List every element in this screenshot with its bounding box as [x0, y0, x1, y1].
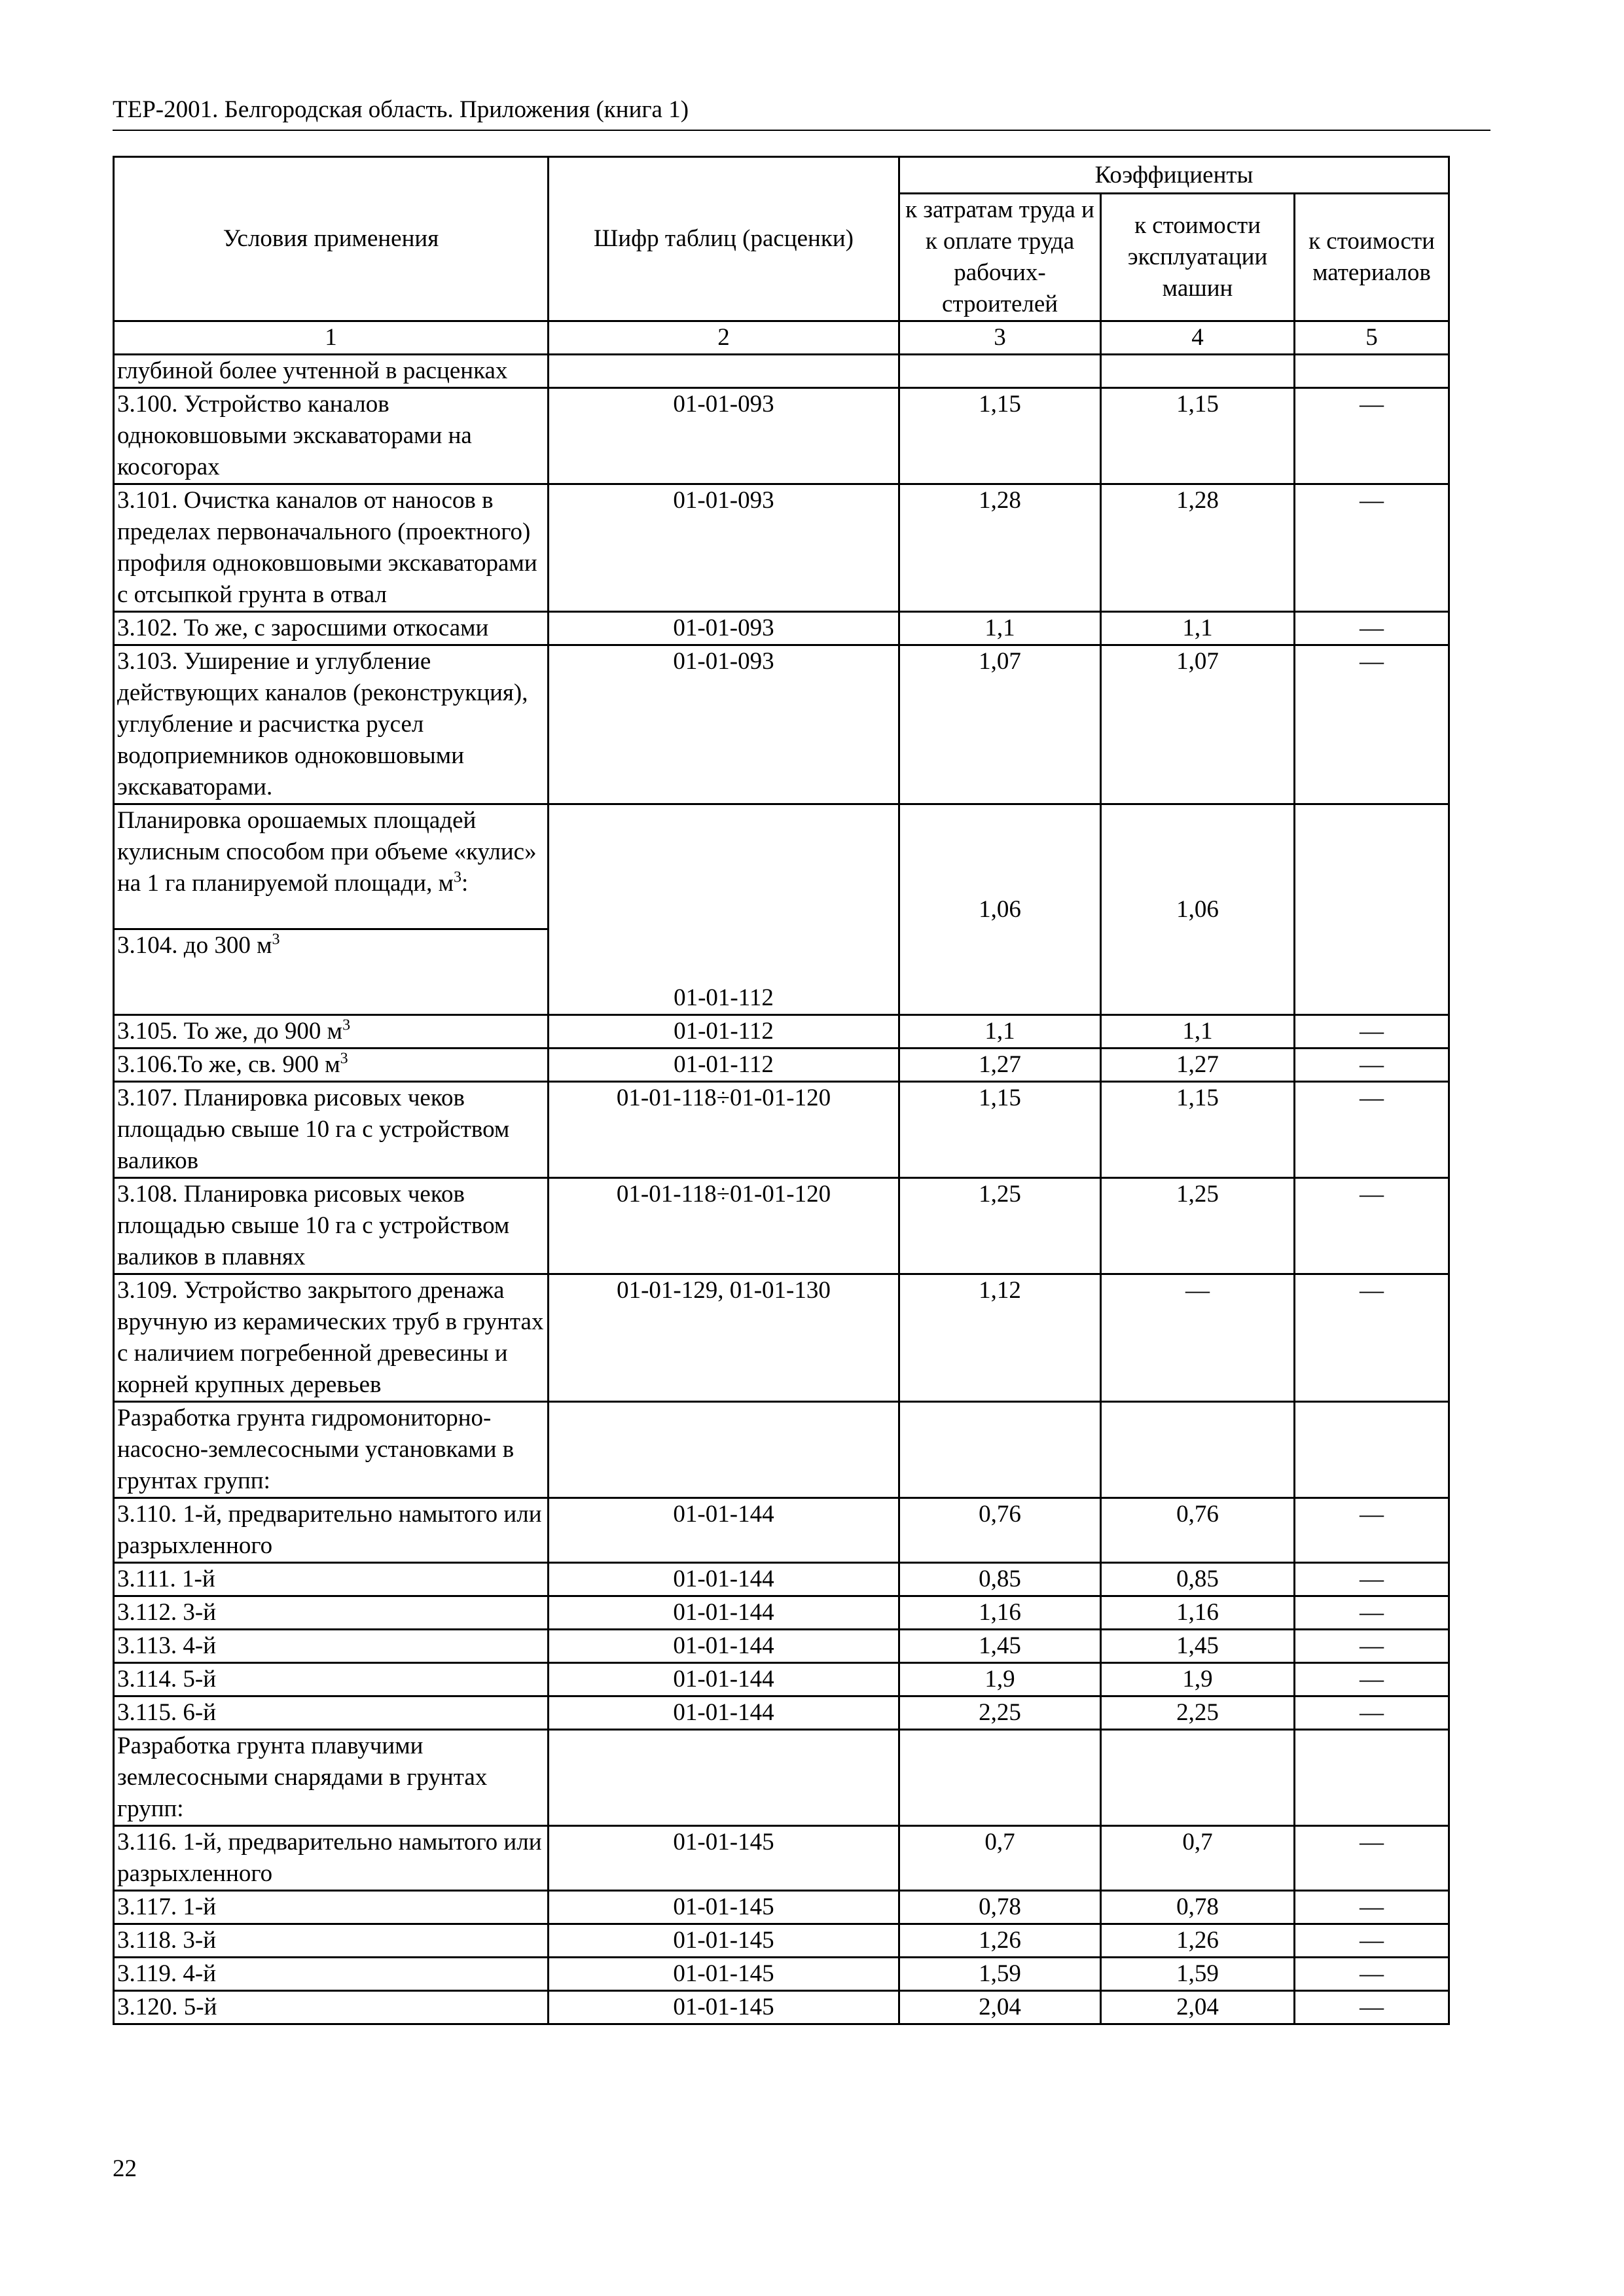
cipher-cell: 01-01-112	[549, 804, 899, 1015]
machine-coef-cell: 0,76	[1101, 1498, 1295, 1563]
table-row	[114, 804, 1449, 929]
labor-coef-cell: 1,25	[899, 1178, 1101, 1274]
machine-coef-cell: 1,26	[1101, 1924, 1295, 1958]
material-coef-cell: —	[1295, 1630, 1449, 1663]
labor-coef-cell: 1,15	[899, 1082, 1101, 1178]
material-coef-cell: —	[1295, 1991, 1449, 2024]
condition-cell: 3.113. 4-й	[114, 1630, 549, 1663]
machine-coef-cell	[1101, 1730, 1295, 1826]
labor-coef-cell: 1,26	[899, 1924, 1101, 1958]
cipher-cell	[549, 1402, 899, 1498]
labor-coef-cell: 0,7	[899, 1826, 1101, 1891]
superscript: 3	[454, 869, 461, 886]
labor-coef-cell: 2,04	[899, 1991, 1101, 2024]
table-row	[114, 1498, 1449, 1563]
condition-cell: 3.100. Устройство каналов одноковшовыми экскаваторами на косогорах	[114, 388, 549, 484]
table-row	[114, 612, 1449, 645]
condition-cell: Разработка грунта плавучими землесосными снарядами в грунтах групп:	[114, 1730, 549, 1826]
condition-cell	[114, 1015, 549, 1049]
page-number: 22	[113, 2155, 137, 2182]
machine-coef-cell: 1,07	[1101, 645, 1295, 804]
header-coefficients: Коэффициенты	[899, 157, 1449, 194]
material-coef-cell	[1295, 1730, 1449, 1826]
cipher-cell: 01-01-145	[549, 1924, 899, 1958]
material-coef-cell	[1295, 355, 1449, 388]
machine-coef-cell: 1,28	[1101, 484, 1295, 612]
condition-text: 3.104. до 300 м	[117, 932, 272, 959]
machine-coef-cell: 2,25	[1101, 1696, 1295, 1730]
cipher-cell: 01-01-145	[549, 1958, 899, 1991]
machine-coef-cell: 1,45	[1101, 1630, 1295, 1663]
machine-coef-cell	[1101, 1402, 1295, 1498]
labor-coef-cell: 1,06	[899, 804, 1101, 1015]
labor-coef-cell: 1,9	[899, 1663, 1101, 1696]
material-coef-cell	[1295, 804, 1449, 1015]
condition-cell: 3.107. Планировка рисовых чеков площадью свыше 10 га с устройством валиков	[114, 1082, 549, 1178]
condition-text: 3.105. То же, до 900 м	[117, 1018, 343, 1045]
table-row	[114, 1991, 1449, 2024]
table-row	[114, 1826, 1449, 1891]
col-number: 1	[114, 321, 549, 355]
group-heading-cell	[114, 804, 549, 929]
table-row	[114, 1563, 1449, 1596]
condition-cell: 3.112. 3-й	[114, 1596, 549, 1630]
cipher-cell: 01-01-118÷01-01-120	[549, 1178, 899, 1274]
table-row	[114, 388, 1449, 484]
labor-coef-cell: 2,25	[899, 1696, 1101, 1730]
machine-coef-cell: 1,1	[1101, 612, 1295, 645]
header-cipher: Шифр таблиц (расценки)	[549, 157, 899, 321]
material-coef-cell: —	[1295, 388, 1449, 484]
table-row	[114, 1178, 1449, 1274]
labor-coef-cell	[899, 355, 1101, 388]
cipher-cell: 01-01-118÷01-01-120	[549, 1082, 899, 1178]
material-coef-cell: —	[1295, 1891, 1449, 1924]
material-coef-cell: —	[1295, 1958, 1449, 1991]
machine-coef-cell: 0,78	[1101, 1891, 1295, 1924]
machine-coef-cell: 2,04	[1101, 1991, 1295, 2024]
labor-coef-cell	[899, 1402, 1101, 1498]
table-row	[114, 1596, 1449, 1630]
labor-coef-cell: 1,16	[899, 1596, 1101, 1630]
table-row	[114, 1049, 1449, 1082]
condition-cell: 3.101. Очистка каналов от наносов в пределах первоначального (проектного) профиля одноковшовыми экскаваторами с отсыпкой грунта в отвал	[114, 484, 549, 612]
group-heading-suffix: :	[461, 870, 469, 897]
labor-coef-cell: 0,76	[899, 1498, 1101, 1563]
cipher-cell: 01-01-093	[549, 612, 899, 645]
cipher-cell: 01-01-129, 01-01-130	[549, 1274, 899, 1402]
header-materials: к стоимости материалов	[1295, 194, 1449, 321]
material-coef-cell: —	[1295, 1049, 1449, 1082]
table-row	[114, 1274, 1449, 1402]
col-number: 3	[899, 321, 1101, 355]
machine-coef-cell: 1,59	[1101, 1958, 1295, 1991]
labor-coef-cell: 0,78	[899, 1891, 1101, 1924]
labor-coef-cell: 1,59	[899, 1958, 1101, 1991]
material-coef-cell	[1295, 1402, 1449, 1498]
superscript: 3	[272, 931, 280, 948]
header-machines: к стоимости эксплуатации машин	[1101, 194, 1295, 321]
cipher-cell: 01-01-093	[549, 645, 899, 804]
cipher-cell: 01-01-144	[549, 1630, 899, 1663]
material-coef-cell: —	[1295, 1563, 1449, 1596]
material-coef-cell: —	[1295, 1696, 1449, 1730]
cipher-cell: 01-01-093	[549, 388, 899, 484]
condition-text: 3.106.То же, св. 900 м	[117, 1051, 340, 1078]
material-coef-cell: —	[1295, 645, 1449, 804]
condition-cell	[114, 1049, 549, 1082]
table-row	[114, 355, 1449, 388]
condition-cell: 3.118. 3-й	[114, 1924, 549, 1958]
condition-cell	[114, 929, 549, 1015]
material-coef-cell: —	[1295, 1596, 1449, 1630]
material-coef-cell: —	[1295, 1826, 1449, 1891]
table-row	[114, 1891, 1449, 1924]
labor-coef-cell: 1,12	[899, 1274, 1101, 1402]
col-number: 4	[1101, 321, 1295, 355]
table-row	[114, 1015, 1449, 1049]
machine-coef-cell: 1,06	[1101, 804, 1295, 1015]
labor-coef-cell: 1,28	[899, 484, 1101, 612]
col-number: 2	[549, 321, 899, 355]
machine-coef-cell: 1,1	[1101, 1015, 1295, 1049]
running-header: ТЕР-2001. Белгородская область. Приложения (книга 1)	[113, 96, 689, 123]
cipher-cell: 01-01-144	[549, 1696, 899, 1730]
table-row	[114, 1924, 1449, 1958]
machine-coef-cell: 1,15	[1101, 388, 1295, 484]
condition-cell: глубиной более учтенной в расценках	[114, 355, 549, 388]
table-row	[114, 1082, 1449, 1178]
group-heading-text: Планировка орошаемых площадей кулисным способом при объеме «кулис» на 1 га планируемой площади, м	[117, 807, 537, 897]
table-row	[114, 1730, 1449, 1826]
superscript: 3	[340, 1050, 348, 1067]
condition-cell: 3.120. 5-й	[114, 1991, 549, 2024]
col-number: 5	[1295, 321, 1449, 355]
machine-coef-cell: 1,9	[1101, 1663, 1295, 1696]
condition-cell: Разработка грунта гидромониторно-насосно-землесосными установками в грунтах групп:	[114, 1402, 549, 1498]
machine-coef-cell: —	[1101, 1274, 1295, 1402]
machine-coef-cell: 1,16	[1101, 1596, 1295, 1630]
condition-cell: 3.117. 1-й	[114, 1891, 549, 1924]
cipher-cell: 01-01-144	[549, 1596, 899, 1630]
condition-cell: 3.110. 1-й, предварительно намытого или разрыхленного	[114, 1498, 549, 1563]
material-coef-cell: —	[1295, 1663, 1449, 1696]
table-row	[114, 1663, 1449, 1696]
labor-coef-cell: 1,27	[899, 1049, 1101, 1082]
machine-coef-cell: 0,85	[1101, 1563, 1295, 1596]
labor-coef-cell: 1,45	[899, 1630, 1101, 1663]
material-coef-cell: —	[1295, 612, 1449, 645]
cipher-cell: 01-01-144	[549, 1663, 899, 1696]
header-rule	[113, 130, 1490, 131]
material-coef-cell: —	[1295, 1924, 1449, 1958]
condition-cell: 3.109. Устройство закрытого дренажа вручную из керамических труб в грунтах с наличием погребенной древесины и корней крупных деревьев	[114, 1274, 549, 1402]
cipher-cell: 01-01-112	[549, 1049, 899, 1082]
cipher-cell: 01-01-145	[549, 1991, 899, 2024]
table-row	[114, 1696, 1449, 1730]
table-row	[114, 484, 1449, 612]
condition-cell: 3.102. То же, с заросшими откосами	[114, 612, 549, 645]
machine-coef-cell	[1101, 355, 1295, 388]
labor-coef-cell: 1,1	[899, 612, 1101, 645]
labor-coef-cell: 1,1	[899, 1015, 1101, 1049]
cipher-cell: 01-01-145	[549, 1891, 899, 1924]
condition-cell: 3.119. 4-й	[114, 1958, 549, 1991]
condition-cell: 3.116. 1-й, предварительно намытого или разрыхленного	[114, 1826, 549, 1891]
cipher-cell: 01-01-144	[549, 1498, 899, 1563]
header-labor: к затратам труда и к оплате труда рабочих-строителей	[899, 194, 1101, 321]
cipher-cell: 01-01-145	[549, 1826, 899, 1891]
superscript: 3	[342, 1016, 351, 1034]
condition-cell: 3.115. 6-й	[114, 1696, 549, 1730]
labor-coef-cell: 1,07	[899, 645, 1101, 804]
labor-coef-cell: 1,15	[899, 388, 1101, 484]
material-coef-cell: —	[1295, 1498, 1449, 1563]
cipher-cell: 01-01-093	[549, 484, 899, 612]
labor-coef-cell	[899, 1730, 1101, 1826]
machine-coef-cell: 1,15	[1101, 1082, 1295, 1178]
cipher-cell: 01-01-112	[549, 1015, 899, 1049]
material-coef-cell: —	[1295, 484, 1449, 612]
condition-cell: 3.108. Планировка рисовых чеков площадью свыше 10 га с устройством валиков в плавнях	[114, 1178, 549, 1274]
material-coef-cell: —	[1295, 1082, 1449, 1178]
cipher-cell: 01-01-144	[549, 1563, 899, 1596]
cipher-cell	[549, 355, 899, 388]
coefficients-table	[113, 156, 1450, 2025]
table-row	[114, 1958, 1449, 1991]
machine-coef-cell: 1,27	[1101, 1049, 1295, 1082]
condition-cell: 3.114. 5-й	[114, 1663, 549, 1696]
header-conditions: Условия применения	[114, 157, 549, 321]
cipher-cell	[549, 1730, 899, 1826]
material-coef-cell: —	[1295, 1274, 1449, 1402]
table-row	[114, 1402, 1449, 1498]
machine-coef-cell: 0,7	[1101, 1826, 1295, 1891]
condition-cell: 3.111. 1-й	[114, 1563, 549, 1596]
condition-cell: 3.103. Уширение и углубление действующих каналов (реконструкция), углубление и расчистка русел водоприемников одноковшовыми экскаваторами.	[114, 645, 549, 804]
material-coef-cell: —	[1295, 1015, 1449, 1049]
material-coef-cell: —	[1295, 1178, 1449, 1274]
table-row	[114, 1630, 1449, 1663]
machine-coef-cell: 1,25	[1101, 1178, 1295, 1274]
labor-coef-cell: 0,85	[899, 1563, 1101, 1596]
table-row	[114, 645, 1449, 804]
